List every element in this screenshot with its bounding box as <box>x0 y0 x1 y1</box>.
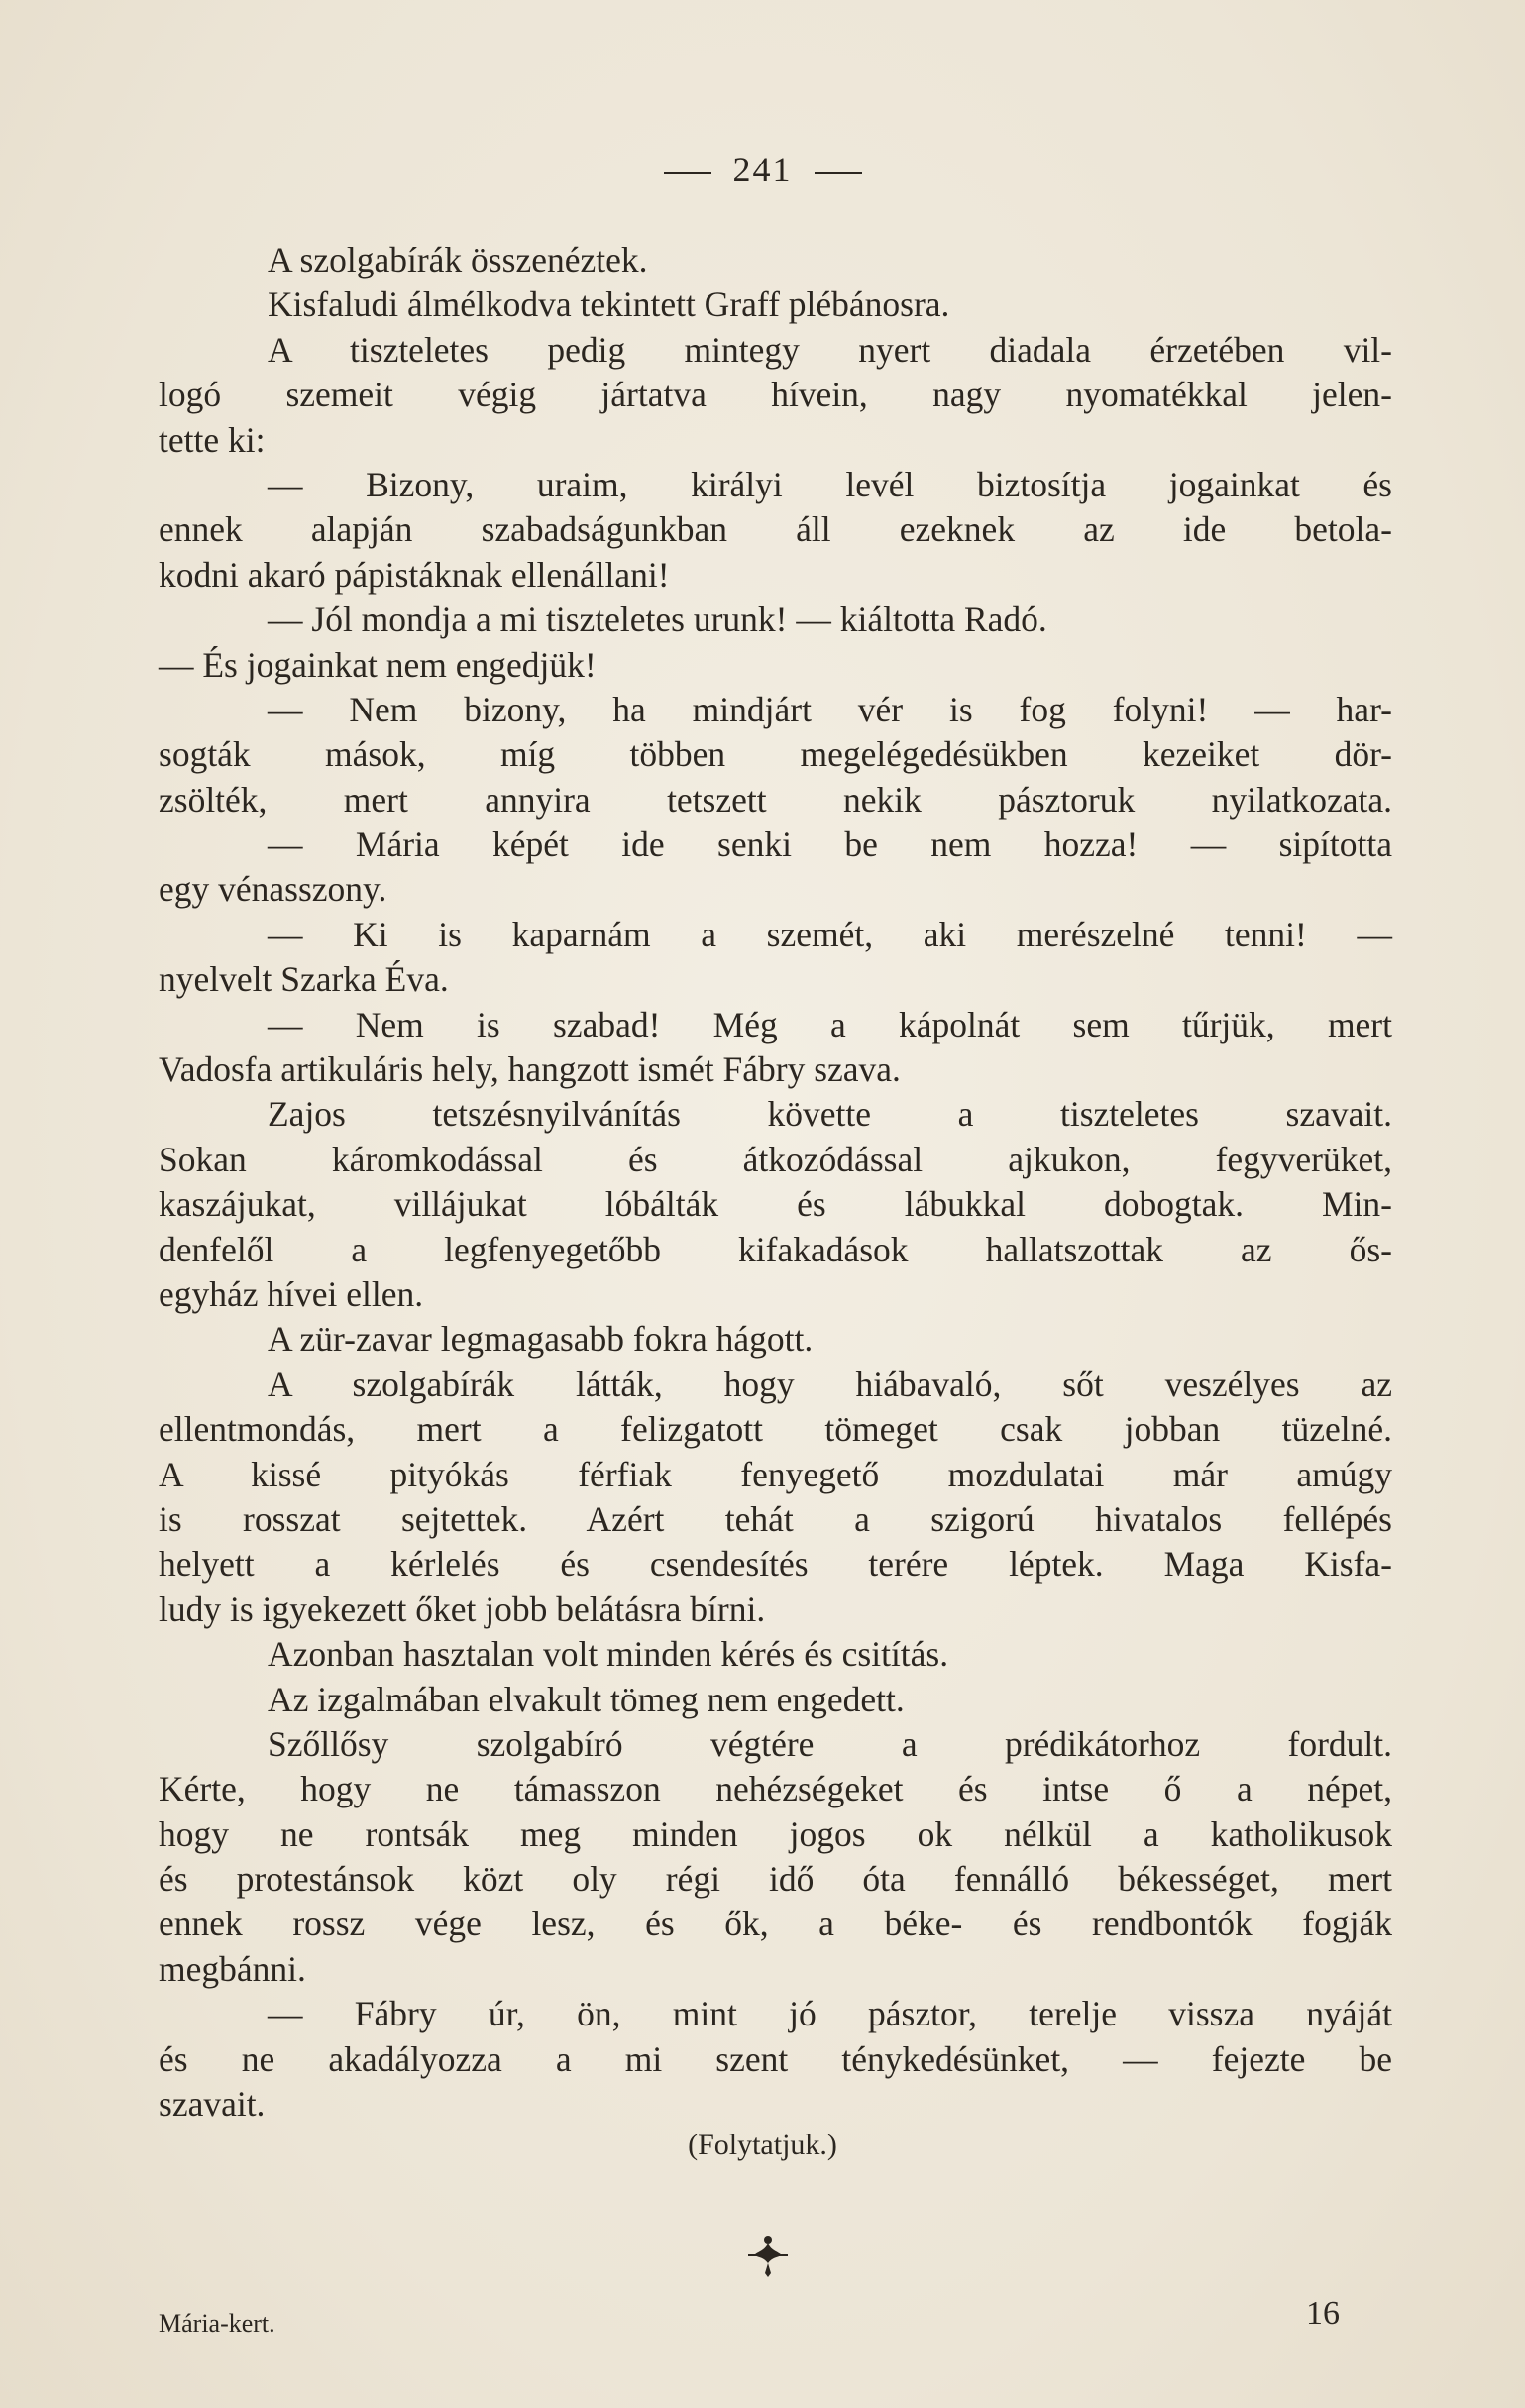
text-line: kodni akaró pápistáknak ellenállani! <box>159 554 670 595</box>
page-number-header <box>0 149 1525 190</box>
text-line: logó szemeit végig jártatva hívein, nagy nyomatékkal jelen- <box>159 375 1392 415</box>
text-line: — Jól mondja a mi tiszteletes urunk! — kiáltotta Radó. <box>268 600 1047 640</box>
text-line: nyelvelt Szarka Éva. <box>159 959 449 1000</box>
continued-note: (Folytatjuk.) <box>688 2129 837 2161</box>
text-line: és protestánsok közt oly régi idő óta fennálló békességet, mert <box>159 1859 1392 1900</box>
text-line: — Nem is szabad! Még a kápolnát sem tűrjük, mert <box>268 1004 1392 1044</box>
text-line: — Ki is kaparnám a szemét, aki merészelné tenni! — <box>268 914 1392 954</box>
text-line: és ne akadályozza a mi szent ténykedésünket, — fejezte be <box>159 2038 1392 2079</box>
text-line: egy vénasszony. <box>159 869 387 910</box>
text-line: Zajos tetszésnyilvánítás követte a tiszteletes szavait. <box>268 1094 1392 1135</box>
text-line: Szőllősy szolgabíró végtére a prédikátorhoz fordult. <box>268 1723 1392 1764</box>
text-line: kaszájukat, villájukat lóbálták és lábukkal dobogtak. Min- <box>159 1184 1392 1225</box>
text-line: Kisfaludi álmélkodva tekintett Graff plébánosra. <box>268 284 950 325</box>
text-line: ennek rossz vége lesz, és ők, a béke- és rendbontók fogják <box>159 1904 1392 1944</box>
text-line: ellentmondás, mert a felizgatott tömeget csak jobban tüzelné. <box>159 1409 1392 1450</box>
text-line: A szolgabírák látták, hogy hiábavaló, sőt veszélyes az <box>268 1364 1392 1404</box>
text-line: megbánni. <box>159 1948 306 1989</box>
text-line: egyház hívei ellen. <box>159 1273 424 1314</box>
text-line: A zür-zavar legmagasabb fokra hágott. <box>268 1319 814 1360</box>
text-line: tette ki: <box>159 419 266 460</box>
footer-publication: Mária-kert. <box>159 2309 275 2338</box>
page-number: 241 <box>732 150 793 189</box>
text-line: zsölték, mert annyira tetszett nekik pásztoruk nyilatkozata. <box>159 779 1392 820</box>
text-line: A tiszteletes pedig mintegy nyert diadala érzetében vil- <box>268 329 1392 370</box>
header-dash-left <box>664 172 711 174</box>
text-line: — Fábry úr, ön, mint jó pásztor, terelje vissza nyáját <box>268 1994 1392 2034</box>
text-line: A szolgabírák összenéztek. <box>268 240 648 279</box>
text-line: denfelől a legfenyegetőbb kifakadások hallatszottak az ős- <box>159 1229 1392 1269</box>
text-line: szavait. <box>159 2084 266 2125</box>
text-line: ennek alapján szabadságunkban áll ezeknek az ide betola- <box>159 509 1392 550</box>
text-line: — Mária képét ide senki be nem hozza! — sipította <box>268 824 1392 865</box>
text-line: Kérte, hogy ne támasszon nehézségeket és intse ő a népet, <box>159 1769 1392 1809</box>
text-line: Vadosfa artikuláris hely, hangzott ismét Fábry szava. <box>159 1049 901 1090</box>
text-line: Az izgalmában elvakult tömeg nem engedett. <box>268 1679 905 1719</box>
body-text <box>159 238 1392 2127</box>
header-dash-right <box>815 172 862 174</box>
text-line: A kissé pityókás férfiak fenyegető mozdulatai már amúgy <box>159 1454 1392 1494</box>
text-line: Azonban hasztalan volt minden kérés és csitítás. <box>268 1634 949 1675</box>
text-line: Sokan káromkodással és átkozódással ajkukon, fegyverüket, <box>159 1139 1392 1179</box>
text-line: sogták mások, míg többen megelégedésükben kezeiket dör- <box>159 734 1392 775</box>
text-line: — Bizony, uraim, királyi levél biztosítja jogainkat és <box>268 464 1392 504</box>
footer-signature-number: 16 <box>1306 2295 1340 2332</box>
text-line: is rosszat sejtettek. Azért tehát a szigorú hivatalos fellépés <box>159 1498 1392 1539</box>
text-line: helyett a kérlelés és csendesítés terére léptek. Maga Kisfa- <box>159 1544 1392 1585</box>
text-line: ludy is igyekezett őket jobb belátásra bírni. <box>159 1588 766 1629</box>
text-line: — Nem bizony, ha mindjárt vér is fog folyni! — har- <box>268 689 1392 729</box>
fleuron-icon <box>738 2230 798 2279</box>
text-line: hogy ne rontsák meg minden jogos ok nélkül a katholikusok <box>159 1813 1392 1854</box>
text-line: — És jogainkat nem engedjük! <box>159 644 597 685</box>
